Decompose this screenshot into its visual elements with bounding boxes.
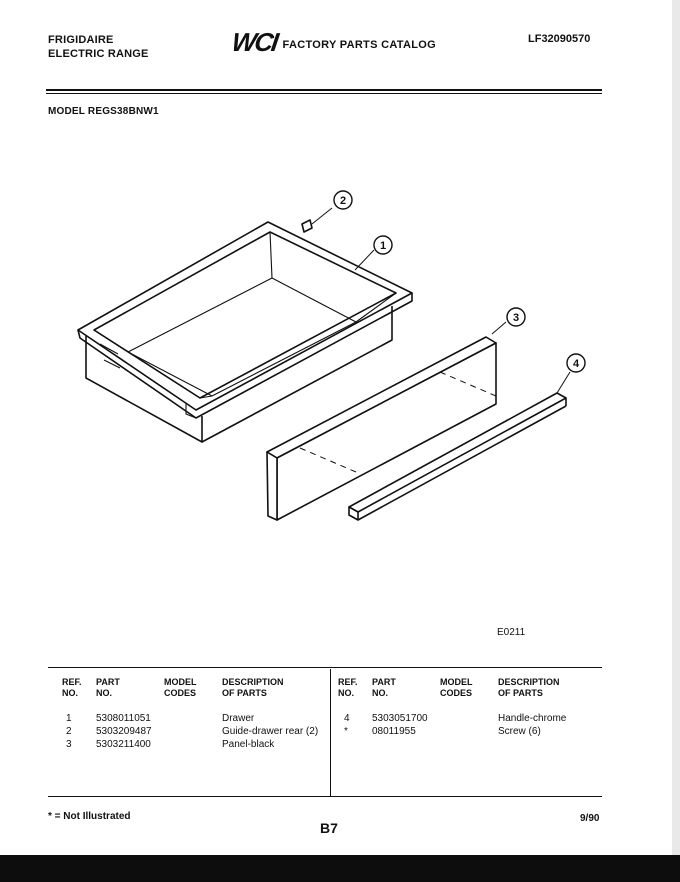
callout-4: 4 <box>572 358 580 370</box>
table-row-part: 08011955 <box>372 726 416 737</box>
table-row-part: 5303211400 <box>96 739 151 750</box>
header-model-codes: MODEL CODES <box>164 677 197 698</box>
drawer-guide-illustration <box>302 208 332 232</box>
header-part-no: PART NO. <box>96 677 120 698</box>
header-ref-no-right: REF. NO. <box>338 677 358 698</box>
wci-logo: WCI <box>229 27 279 57</box>
brand-name: FRIGIDAIRE <box>48 34 114 46</box>
scan-edge-bottom <box>0 855 680 882</box>
diagram-code: E0211 <box>497 627 526 638</box>
table-row-ref: 4 <box>344 713 350 724</box>
header-ref-no: REF. NO. <box>62 677 82 698</box>
table-row-ref: 1 <box>66 713 72 724</box>
callout-3: 3 <box>512 312 520 324</box>
table-row-ref: 3 <box>66 739 72 750</box>
table-top-rule <box>48 667 602 668</box>
table-row-ref: 2 <box>66 726 72 737</box>
table-row-part: 5303051700 <box>372 713 428 724</box>
not-illustrated-note: * = Not Illustrated <box>48 811 131 822</box>
table-row-desc: Drawer <box>222 713 255 724</box>
callout-1: 1 <box>379 240 387 252</box>
table-row-desc: Guide-drawer rear (2) <box>222 726 319 737</box>
table-row-ref: * <box>344 726 348 737</box>
table-row-desc: Handle-chrome <box>498 713 567 724</box>
page-number: B7 <box>320 820 338 836</box>
table-divider <box>330 669 331 796</box>
header-model-codes-right: MODEL CODES <box>440 677 473 698</box>
table-row-desc: Panel-black <box>222 739 275 750</box>
callout-2: 2 <box>339 195 347 207</box>
header-description-right: DESCRIPTION OF PARTS <box>498 677 560 698</box>
header-description: DESCRIPTION OF PARTS <box>222 677 284 698</box>
table-bottom-rule <box>48 796 602 797</box>
scan-edge-right <box>672 0 680 882</box>
table-row-part: 5303209487 <box>96 726 152 737</box>
product-line: ELECTRIC RANGE <box>48 48 149 60</box>
table-row-desc: Screw (6) <box>498 726 541 737</box>
header-part-no-right: PART NO. <box>372 677 396 698</box>
catalog-number: LF32090570 <box>528 33 591 45</box>
table-row-part: 5308011051 <box>96 713 151 724</box>
model-number: MODEL REGS38BNW1 <box>48 106 159 117</box>
revision-date: 9/90 <box>580 813 600 824</box>
catalog-title: FACTORY PARTS CATALOG <box>282 38 436 51</box>
